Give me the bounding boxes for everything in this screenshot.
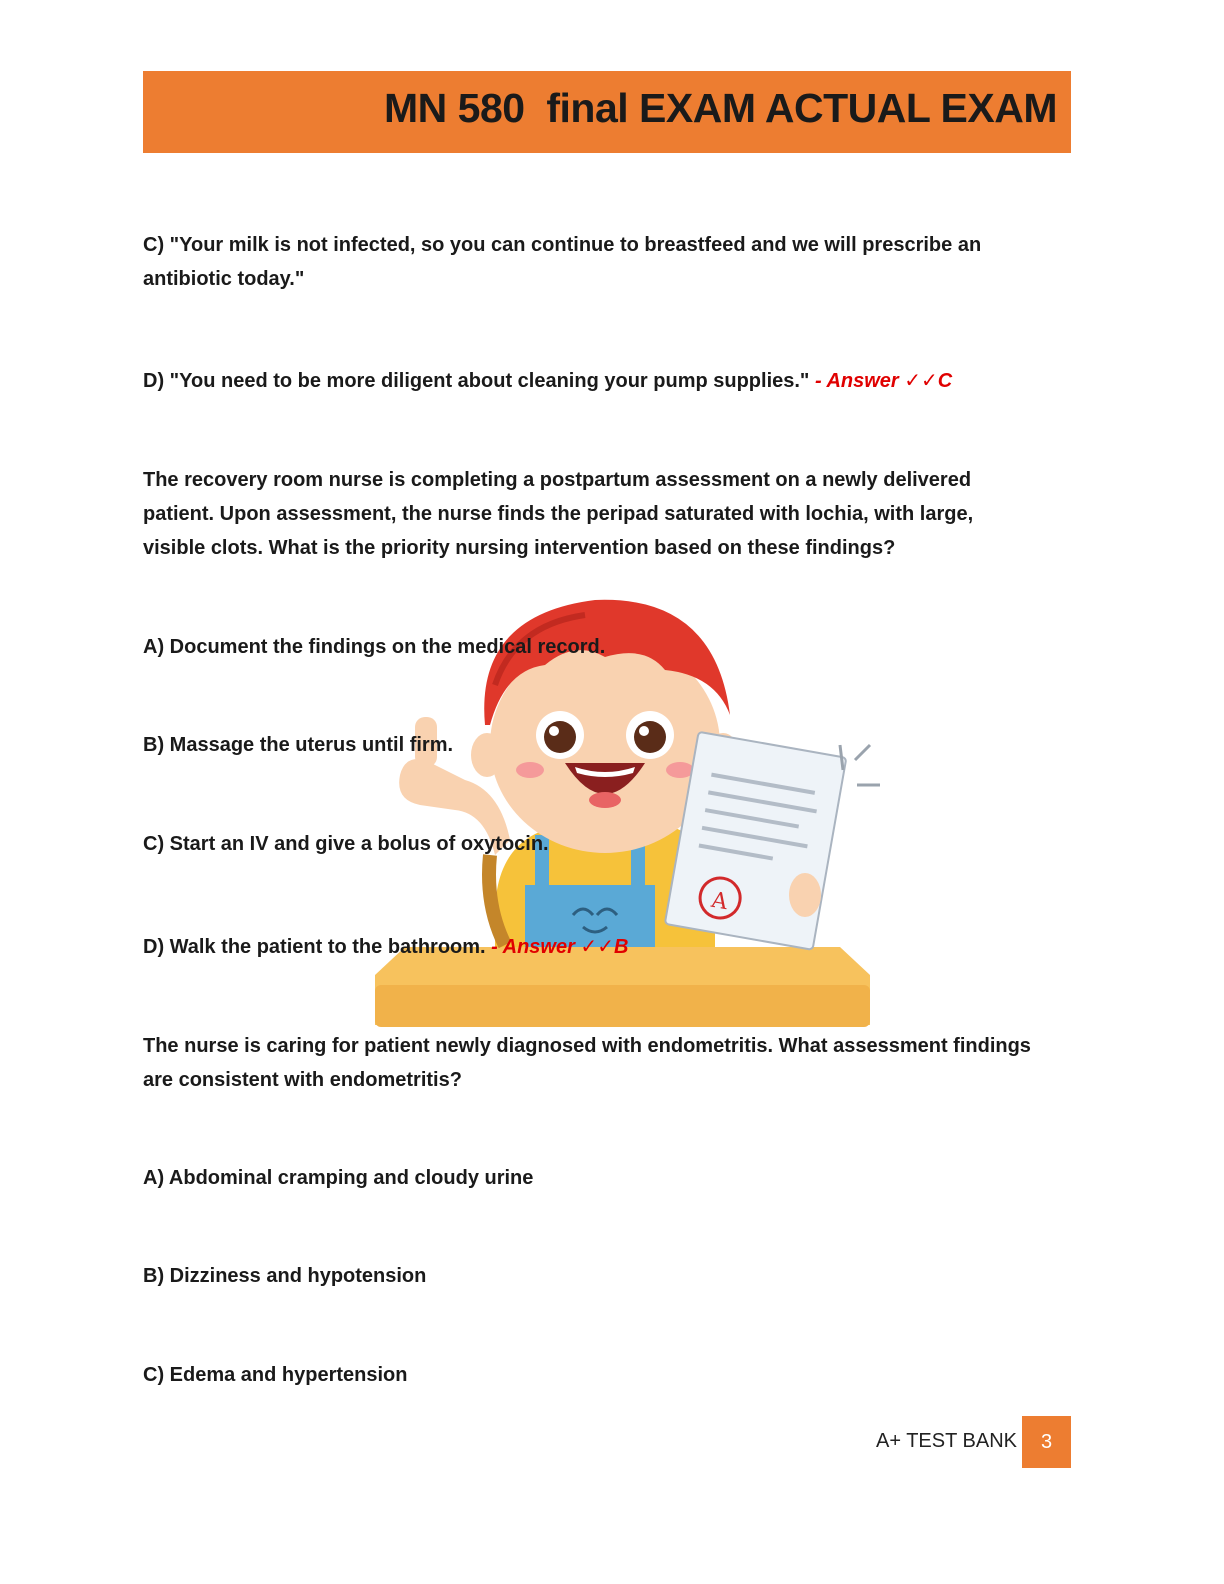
q1-option-d-text: D) Walk the patient to the bathroom. — [143, 936, 492, 958]
q2-option-c: C) Edema and hypertension — [143, 1364, 408, 1386]
q1-answer: - Answer ✓✓B — [491, 936, 629, 958]
q1-option-a: A) Document the findings on the medical record. — [143, 636, 606, 658]
q0-answer: - Answer ✓✓C — [814, 370, 953, 392]
grade-mark: A — [709, 887, 730, 916]
q1-option-c: C) Start an IV and give a bolus of oxytocin. — [143, 833, 549, 855]
q2-stem-line2: are consistent with endometritis? — [143, 1069, 462, 1091]
footer-label: A+ TEST BANK — [876, 1430, 1017, 1452]
q0-option-c-line1: C) "Your milk is not infected, so you can continue to breastfeed and we will prescribe an — [143, 234, 982, 256]
page-number: 3 — [1022, 1416, 1071, 1468]
q1-stem-line1: The recovery room nurse is completing a postpartum assessment on a newly delivered — [143, 469, 972, 491]
q1-stem-line3: visible clots. What is the priority nursing intervention based on these findings? — [143, 537, 896, 559]
q0-option-d-text: D) "You need to be more diligent about cleaning your pump supplies." — [143, 370, 815, 392]
q1-option-d — [143, 930, 628, 964]
q1-stem-line2: patient. Upon assessment, the nurse finds the peripad saturated with lochia, with large, — [143, 503, 974, 525]
q2-option-b: B) Dizziness and hypotension — [143, 1265, 427, 1287]
q2-option-a: A) Abdominal cramping and cloudy urine — [143, 1167, 534, 1189]
q0-option-d — [143, 364, 952, 398]
q0-option-c-line2: antibiotic today." — [143, 268, 305, 290]
q1-option-b: B) Massage the uterus until firm. — [143, 734, 454, 756]
q2-stem-line1: The nurse is caring for patient newly diagnosed with endometritis. What assessment findings — [143, 1035, 1031, 1057]
document-title: MN 580 final EXAM ACTUAL EXAM — [384, 85, 1057, 131]
header-banner — [143, 71, 1071, 153]
